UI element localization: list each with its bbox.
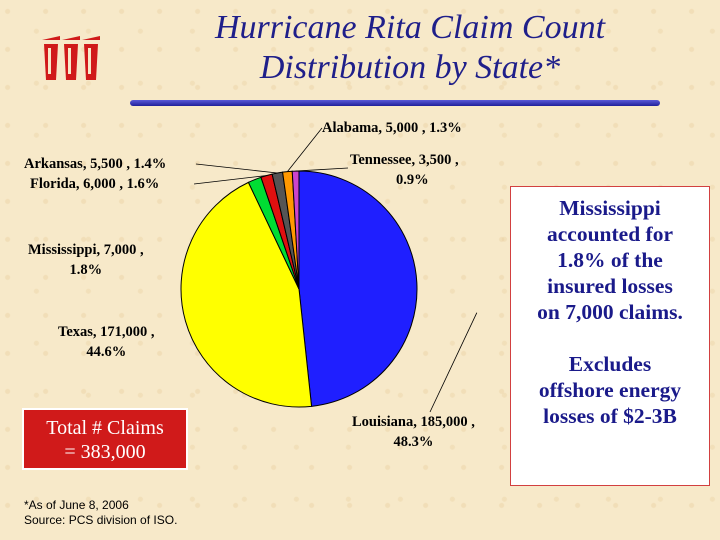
callout-line: on 7,000 claims. <box>537 300 683 324</box>
callout-line: offshore energy <box>538 378 682 402</box>
label-texas <box>58 322 155 362</box>
callout-line: losses of $2-3B <box>543 404 677 428</box>
callout-line: accounted for <box>547 222 673 246</box>
label-florida: Florida, 6,000 , 1.6% <box>30 176 160 192</box>
title-line-2: Distribution by State* <box>259 49 561 86</box>
total-line-2: = 383,000 <box>64 441 146 463</box>
label-arkansas: Arkansas, 5,500 , 1.4% <box>24 156 167 172</box>
callout-line: Excludes <box>568 352 652 376</box>
callout-line: 1.8% of the <box>557 248 663 272</box>
pie-slice-louisiana <box>299 171 417 406</box>
label-louisiana-line2: 48.3% <box>393 434 434 450</box>
leader-line-arkansas <box>196 164 277 173</box>
label-texas-line2: 44.6% <box>86 344 127 360</box>
label-alabama: Alabama, 5,000 , 1.3% <box>322 120 462 136</box>
footnote <box>24 498 177 528</box>
label-mississippi-line2: 1.8% <box>69 262 103 278</box>
label-texas-line1: Texas, 171,000 , <box>58 324 155 340</box>
label-louisiana-line1: Louisiana, 185,000 , <box>352 414 475 430</box>
leader-line-louisiana <box>430 313 477 412</box>
callout-line: Mississippi <box>559 196 661 220</box>
callout-line: insured losses <box>547 274 673 298</box>
leader-line-alabama <box>287 128 322 172</box>
label-tennessee <box>350 150 459 190</box>
label-tennessee-line1: Tennessee, 3,500 , <box>350 152 459 168</box>
total-line-1: Total # Claims <box>46 417 164 439</box>
label-mississippi <box>28 240 144 280</box>
label-tennessee-line2: 0.9% <box>396 172 429 188</box>
total-claims-box <box>22 408 188 470</box>
mississippi-callout-box <box>510 186 710 486</box>
footnote-source: Source: PCS division of ISO. <box>24 513 178 527</box>
label-louisiana <box>352 412 475 452</box>
pie-slices <box>181 171 417 407</box>
footnote-date: *As of June 8, 2006 <box>24 498 129 512</box>
label-mississippi-line1: Mississippi, 7,000 , <box>28 242 144 258</box>
title-line-1: Hurricane Rita Claim Count <box>214 9 606 46</box>
